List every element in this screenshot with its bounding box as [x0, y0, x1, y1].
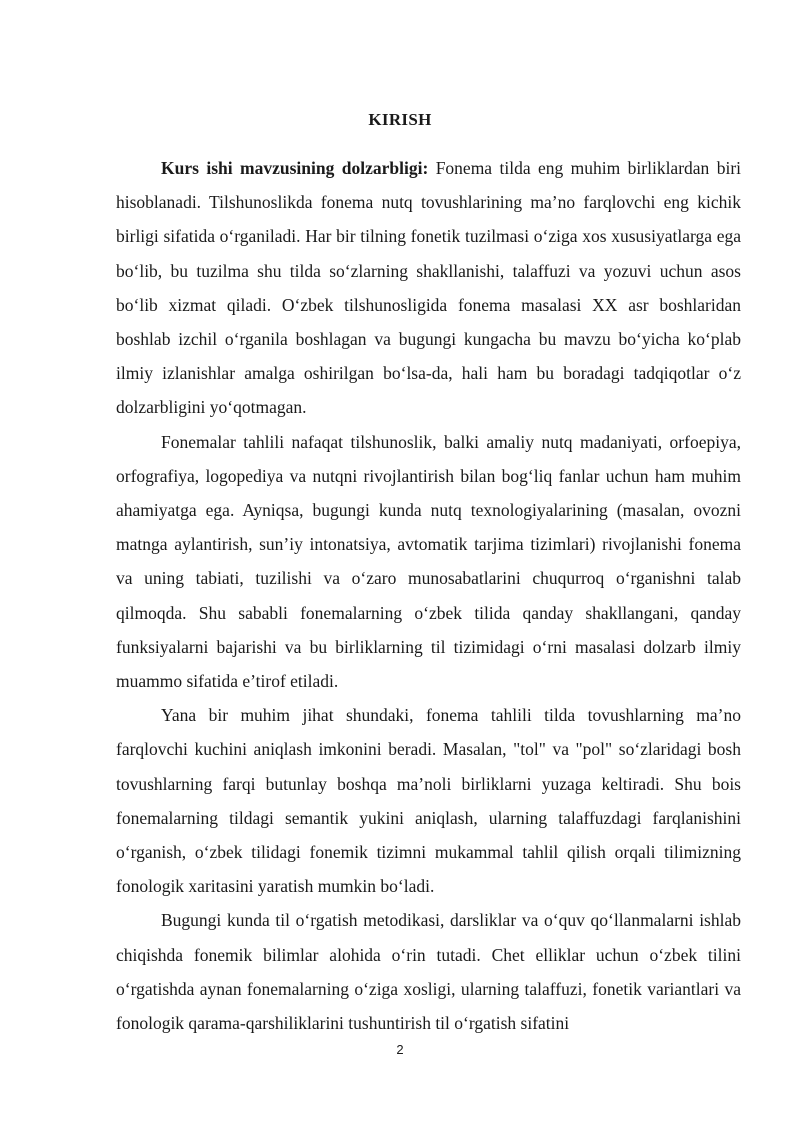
body-text: [116, 151, 741, 1040]
paragraph-relevance: [116, 151, 741, 425]
page-title: KIRISH: [368, 110, 432, 129]
paragraph-text: Fonemalar tahlili nafaqat tilshunoslik, balki amaliy nutq madaniyati, orfoepiya, orfografiya, logopediya va nutqni rivojlantirish bilan bog‘liq fanlar uchun ham muhim ahamiyatga ega. Ayniqsa, bugungi kunda nutq texnologiyalarining (masalan, ovozni matnga aylantirish, sun’iy intonatsiya, avtomatik tarjima tizimlari) rivojlanishi fonema va uning tabiati, tuzilishi va o‘zaro munosabatlarini chuqurroq o‘rganishni talab qilmoqda. Shu sababli fonemalarning o‘zbek tilida qanday shakllangani, qanday funksiyalarni bajarishi va bu birliklarning til tizimidagi o‘rni masalasi dolzarb ilmiy muammo sifatida e’tirof etiladi.: [116, 431, 741, 692]
paragraph-text: Fonema tilda eng muhim birliklardan biri hisoblanadi. Tilshunoslikda fonema nutq tovushlarining ma’no farqlovchi eng kichik birligi sifatida o‘rganiladi. Har bir tilning fonetik tuzilmasi o‘ziga xos xususiyatlarga ega bo‘lib, bu tuzilma shu tilda so‘zlarning shakllanishi, talaffuzi va yozuvi uchun asos bo‘lib xizmat qiladi. O‘zbek tilshunosligida fonema masalasi XX asr boshlaridan boshlab izchil o‘rganila boshlagan va bugungi kungacha bu mavzu bo‘yicha ko‘plab ilmiy izlanishlar amalga oshirilgan bo‘lsa-da, hali ham bu boradagi tadqiqotlar o‘z dolzarbligini yo‘qotmagan.: [116, 158, 742, 418]
paragraph-teaching-methods: [116, 903, 741, 1040]
page-number: 2: [396, 1042, 404, 1057]
paragraph-meaning-distinction: [116, 698, 741, 903]
paragraph-text: Yana bir muhim jihat shundaki, fonema tahlili tilda tovushlarning ma’no farqlovchi kuchini aniqlash imkonini beradi. Masalan, "tol" va "pol" so‘zlaridagi bosh tovushlarning farqi butunlay boshqa ma’noli birliklarni yuzaga keltiradi. Shu bois fonemalarning tildagi semantik yukini aniqlash, ularning talaffuzdagi farqlanishini o‘rganish, o‘zbek tilidagi fonemik tizimni mukammal tahlil qilish orqali tilimizning fonologik xaritasini yaratish mumkin bo‘ladi.: [116, 705, 741, 897]
paragraph-text: Bugungi kunda til o‘rgatish metodikasi, darsliklar va o‘quv qo‘llanmalarni ishlab chiqishda fonemik bilimlar alohida o‘rin tutadi. Chet elliklar uchun o‘zbek tilini o‘rgatishda aynan fonemalarning o‘ziga xosligi, ularning talaffuzi, fonetik variantlari va fonologik qarama-qarshiliklarini tushuntirish til o‘rgatish sifatini: [116, 910, 741, 1034]
paragraph-lead: Kurs ishi mavzusining dolzarbligi:: [161, 158, 429, 178]
paragraph-phoneme-analysis: [116, 425, 741, 699]
